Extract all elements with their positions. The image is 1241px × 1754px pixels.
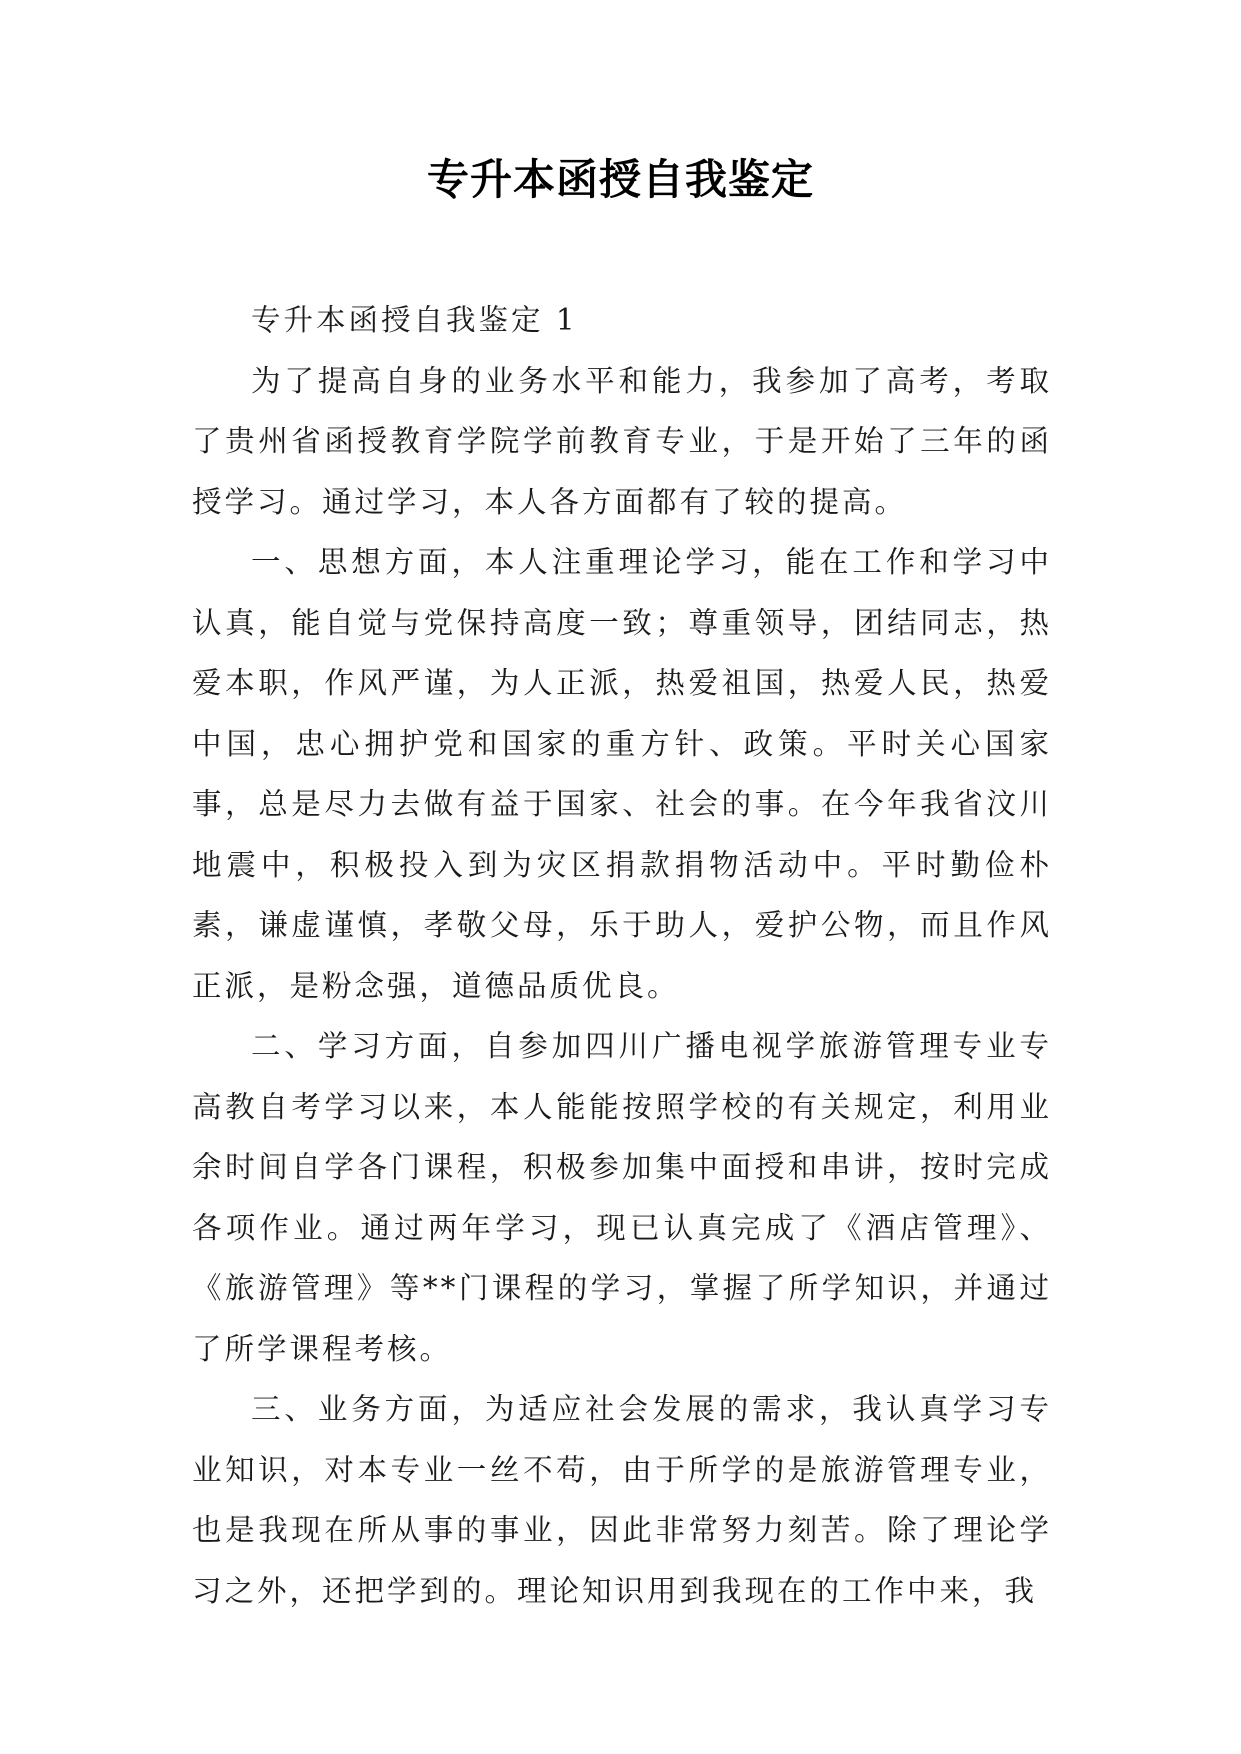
document-body <box>192 290 1052 1621</box>
paragraph-ideology: 一、思想方面，本人注重理论学习，能在工作和学习中认真，能自觉与党保持高度一致；尊重领导，团结同志，热爱本职，作风严谨，为人正派，热爱祖国，热爱人民，热爱中国，忠心拥护党和国家的重方针、政策。平时关心国家事，总是尽力去做有益于国家、社会的事。在今年我省汶川地震中，积极投入到为灾区捐款捐物活动中。平时勤俭朴素，谦虚谨慎，孝敬父母，乐于助人，爱护公物，而且作风正派，是粉念强，道德品质优良。 <box>192 545 1052 1003</box>
section-heading: 专升本函授自我鉴定 1 <box>251 303 578 337</box>
paragraph-study: 二、学习方面，自参加四川广播电视学旅游管理专业专高教自考学习以来，本人能能按照学校的有关规定，利用业余时间自学各门课程，积极参加集中面授和串讲，按时完成各项作业。通过两年学习，现已认真完成了《酒店管理》、《旅游管理》等**门课程的学习，掌握了所学知识，并通过了所学课程考核。 <box>192 1029 1052 1366</box>
paragraph-work: 三、业务方面，为适应社会发展的需求，我认真学习专业知识，对本专业一丝不苟，由于所学的是旅游管理专业，也是我现在所从事的事业，因此非常努力刻苦。除了理论学习之外，还把学到的。理论知识用到我现在的工作中来，我 <box>192 1392 1052 1608</box>
paragraph-intro: 为了提高自身的业务水平和能力，我参加了高考，考取了贵州省函授教育学院学前教育专业，于是开始了三年的函授学习。通过学习，本人各方面都有了较的提高。 <box>192 363 1052 519</box>
document-title: 专升本函授自我鉴定 <box>426 155 814 204</box>
